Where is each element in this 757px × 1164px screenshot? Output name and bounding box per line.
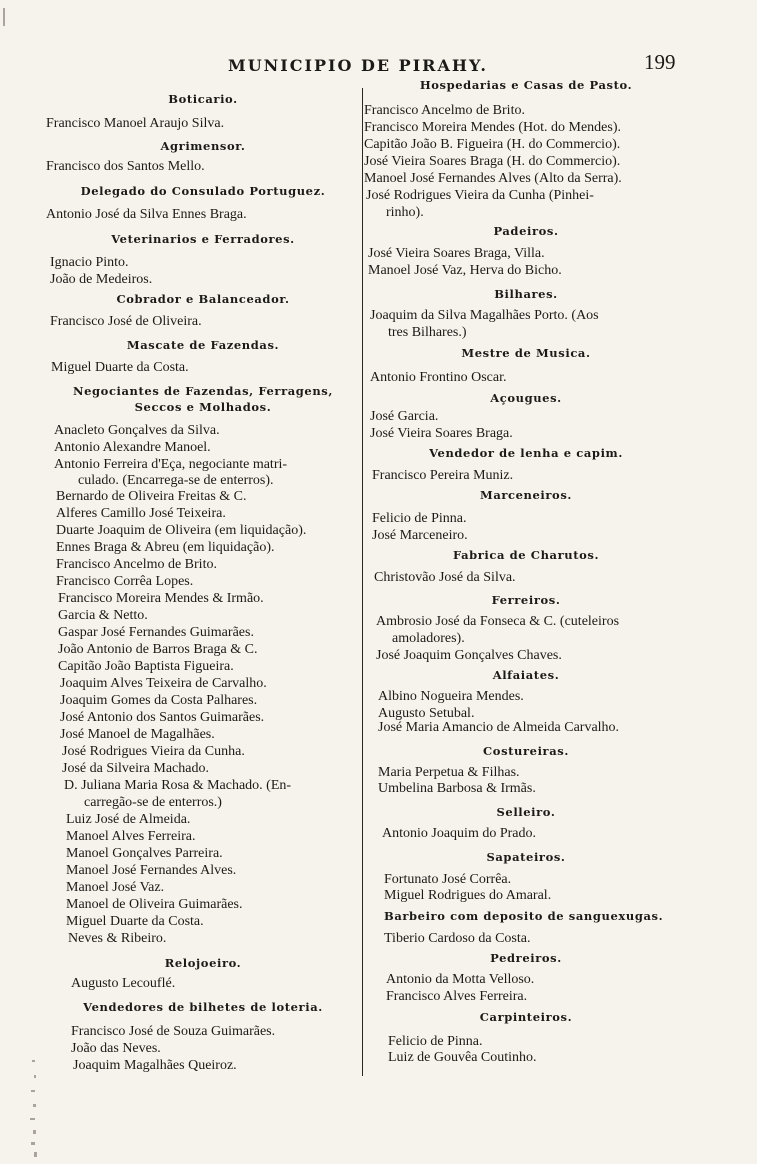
list-item: José Rodrigues Vieira da Cunha (Pinhei-	[366, 188, 594, 203]
list-item: Augusto Lecouflé.	[71, 976, 176, 991]
section-heading: Mascate de Fazendas.	[126, 338, 280, 352]
list-item: Antonio Ferreira d'Eça, negociante matri-	[54, 457, 288, 472]
list-item: Joaquim Gomes da Costa Palhares.	[60, 693, 258, 708]
list-item: rinho).	[386, 205, 424, 220]
list-item: Ennes Braga & Abreu (em liquidação).	[56, 540, 275, 555]
list-item: Joaquim Magalhães Queiroz.	[73, 1058, 237, 1073]
list-item: Francisco Alves Ferreira.	[386, 989, 528, 1004]
section-heading: Seccos e Molhados.	[134, 400, 272, 414]
list-item: Joaquim Alves Teixeira de Carvalho.	[60, 676, 267, 691]
section-heading: Hospedarias e Casas de Pasto.	[419, 78, 633, 92]
list-item: Miguel Duarte da Costa.	[66, 914, 204, 929]
list-item: Francisco Pereira Muniz.	[372, 468, 514, 483]
list-item: Christovão José da Silva.	[374, 570, 516, 585]
list-item: Francisco Moreira Mendes & Irmão.	[58, 591, 264, 606]
list-item: Maria Perpetua & Filhas.	[378, 765, 520, 780]
list-item: Neves & Ribeiro.	[68, 931, 167, 946]
section-heading: Delegado do Consulado Portuguez.	[80, 184, 326, 198]
list-item: José Maria Amancio de Almeida Carvalho.	[378, 720, 620, 735]
list-item: Luiz de Gouvêa Coutinho.	[388, 1050, 537, 1065]
list-item: Miguel Duarte da Costa.	[51, 360, 189, 375]
list-item: Manoel Alves Ferreira.	[66, 829, 196, 844]
list-item: José Marceneiro.	[372, 528, 468, 543]
section-heading: Barbeiro com deposito de sanguexugas.	[384, 909, 664, 923]
list-item: Francisco Ancelmo de Brito.	[364, 103, 525, 118]
list-item: Capitão João B. Figueira (H. do Commercio).	[364, 137, 621, 152]
list-item: Duarte Joaquim de Oliveira (em liquidação).	[56, 523, 307, 538]
list-item: Ignacio Pinto.	[50, 255, 129, 270]
list-item: culado. (Encarrega-se de enterros).	[78, 473, 274, 488]
section-heading: Padeiros.	[493, 224, 559, 238]
list-item: Manoel José Vaz.	[66, 880, 165, 895]
list-item: Antonio da Motta Velloso.	[386, 972, 535, 987]
list-item: Francisco Corrêa Lopes.	[56, 574, 194, 589]
list-item: Albino Nogueira Mendes.	[378, 689, 524, 704]
list-item: Anacleto Gonçalves da Silva.	[54, 423, 220, 438]
section-heading: Selleiro.	[496, 805, 556, 819]
section-heading: Vendedores de bilhetes de loteria.	[83, 1000, 323, 1014]
list-item: José da Silveira Machado.	[62, 761, 209, 776]
list-item: Tiberio Cardoso da Costa.	[384, 931, 531, 946]
list-item: Francisco José de Souza Guimarães.	[71, 1024, 276, 1039]
section-heading: Alfaiates.	[492, 668, 560, 682]
section-heading: Sapateiros.	[486, 850, 566, 864]
section-heading: Pedreiros.	[490, 951, 562, 965]
section-heading: Fabrica de Charutos.	[452, 548, 600, 562]
list-item: Augusto Setubal.	[378, 706, 475, 721]
list-item: Antonio Frontino Oscar.	[370, 370, 507, 385]
list-item: Joaquim da Silva Magalhães Porto. (Aos	[370, 308, 599, 323]
section-heading: Ferreiros.	[491, 593, 561, 607]
section-heading: Negociantes de Fazendas, Ferragens,	[73, 384, 333, 398]
list-item: João das Neves.	[71, 1041, 161, 1056]
section-heading: Bilhares.	[494, 287, 558, 301]
list-item: Alferes Camillo José Teixeira.	[56, 506, 226, 521]
list-item: Ambrosio José da Fonseca & C. (cuteleiros	[376, 614, 620, 629]
list-item: Gaspar José Fernandes Guimarães.	[58, 625, 254, 640]
running-title: MUNICIPIO DE PIRAHY.	[228, 56, 488, 75]
list-item: João de Medeiros.	[50, 272, 153, 287]
section-heading: Veterinarios e Ferradores.	[111, 232, 295, 246]
list-item: Garcia & Netto.	[58, 608, 148, 623]
list-item: Manoel Gonçalves Parreira.	[66, 846, 223, 861]
section-heading: Agrimensor.	[160, 139, 246, 153]
section-heading: Costureiras.	[483, 744, 569, 758]
list-item: Felicio de Pinna.	[372, 511, 467, 526]
list-item: José Manoel de Magalhães.	[60, 727, 215, 742]
list-item: Francisco José de Oliveira.	[50, 314, 202, 329]
list-item: Bernardo de Oliveira Freitas & C.	[56, 489, 247, 504]
list-item: Francisco Manoel Araujo Silva.	[46, 116, 225, 131]
section-heading: Marceneiros.	[479, 488, 572, 502]
list-item: Francisco dos Santos Mello.	[46, 159, 205, 174]
list-item: José Vieira Soares Braga.	[370, 426, 513, 441]
list-item: Miguel Rodrigues do Amaral.	[384, 888, 552, 903]
list-item: D. Juliana Maria Rosa & Machado. (En-	[64, 778, 292, 793]
list-item: Antonio José da Silva Ennes Braga.	[46, 207, 247, 222]
page-header	[0, 50, 757, 80]
section-heading: Mestre de Musica.	[461, 346, 591, 360]
list-item: Manoel José Fernandes Alves.	[66, 863, 237, 878]
list-item: Francisco Ancelmo de Brito.	[56, 557, 217, 572]
list-item: José Antonio dos Santos Guimarães.	[60, 710, 265, 725]
page-number: 199	[644, 50, 676, 74]
list-item: José Joaquim Gonçalves Chaves.	[376, 648, 562, 663]
list-item: Umbelina Barbosa & Irmãs.	[378, 781, 536, 796]
list-item: Felicio de Pinna.	[388, 1034, 483, 1049]
list-item: Antonio Alexandre Manoel.	[54, 440, 211, 455]
section-heading: Carpinteiros.	[479, 1010, 573, 1024]
section-heading: Vendedor de lenha e capim.	[429, 446, 623, 460]
list-item: Luiz José de Almeida.	[66, 812, 191, 827]
list-item: José Vieira Soares Braga, Villa.	[368, 246, 545, 261]
list-item: Manoel José Fernandes Alves (Alto da Serra).	[364, 171, 622, 186]
section-heading: Açougues.	[490, 391, 562, 405]
list-item: José Vieira Soares Braga (H. do Commercio).	[364, 154, 621, 169]
list-item: Francisco Moreira Mendes (Hot. do Mendes).	[364, 120, 621, 135]
list-item: Fortunato José Corrêa.	[384, 872, 512, 887]
margin-specks	[0, 0, 40, 1164]
section-heading: Cobrador e Balanceador.	[116, 292, 290, 306]
list-item: Manoel José Vaz, Herva do Bicho.	[368, 263, 562, 278]
column-divider	[362, 88, 363, 1076]
list-item: tres Bilhares.)	[388, 325, 467, 340]
list-item: José Garcia.	[370, 409, 439, 424]
section-heading: Relojoeiro.	[164, 956, 242, 970]
list-item: Capitão João Baptista Figueira.	[58, 659, 234, 674]
list-item: João Antonio de Barros Braga & C.	[58, 642, 258, 657]
list-item: Antonio Joaquim do Prado.	[382, 826, 536, 841]
section-heading: Boticario.	[168, 92, 238, 106]
list-item: Manoel de Oliveira Guimarães.	[66, 897, 243, 912]
list-item: amoladores).	[392, 631, 465, 646]
list-item: carregão-se de enterros.)	[84, 795, 222, 810]
list-item: José Rodrigues Vieira da Cunha.	[62, 744, 245, 759]
